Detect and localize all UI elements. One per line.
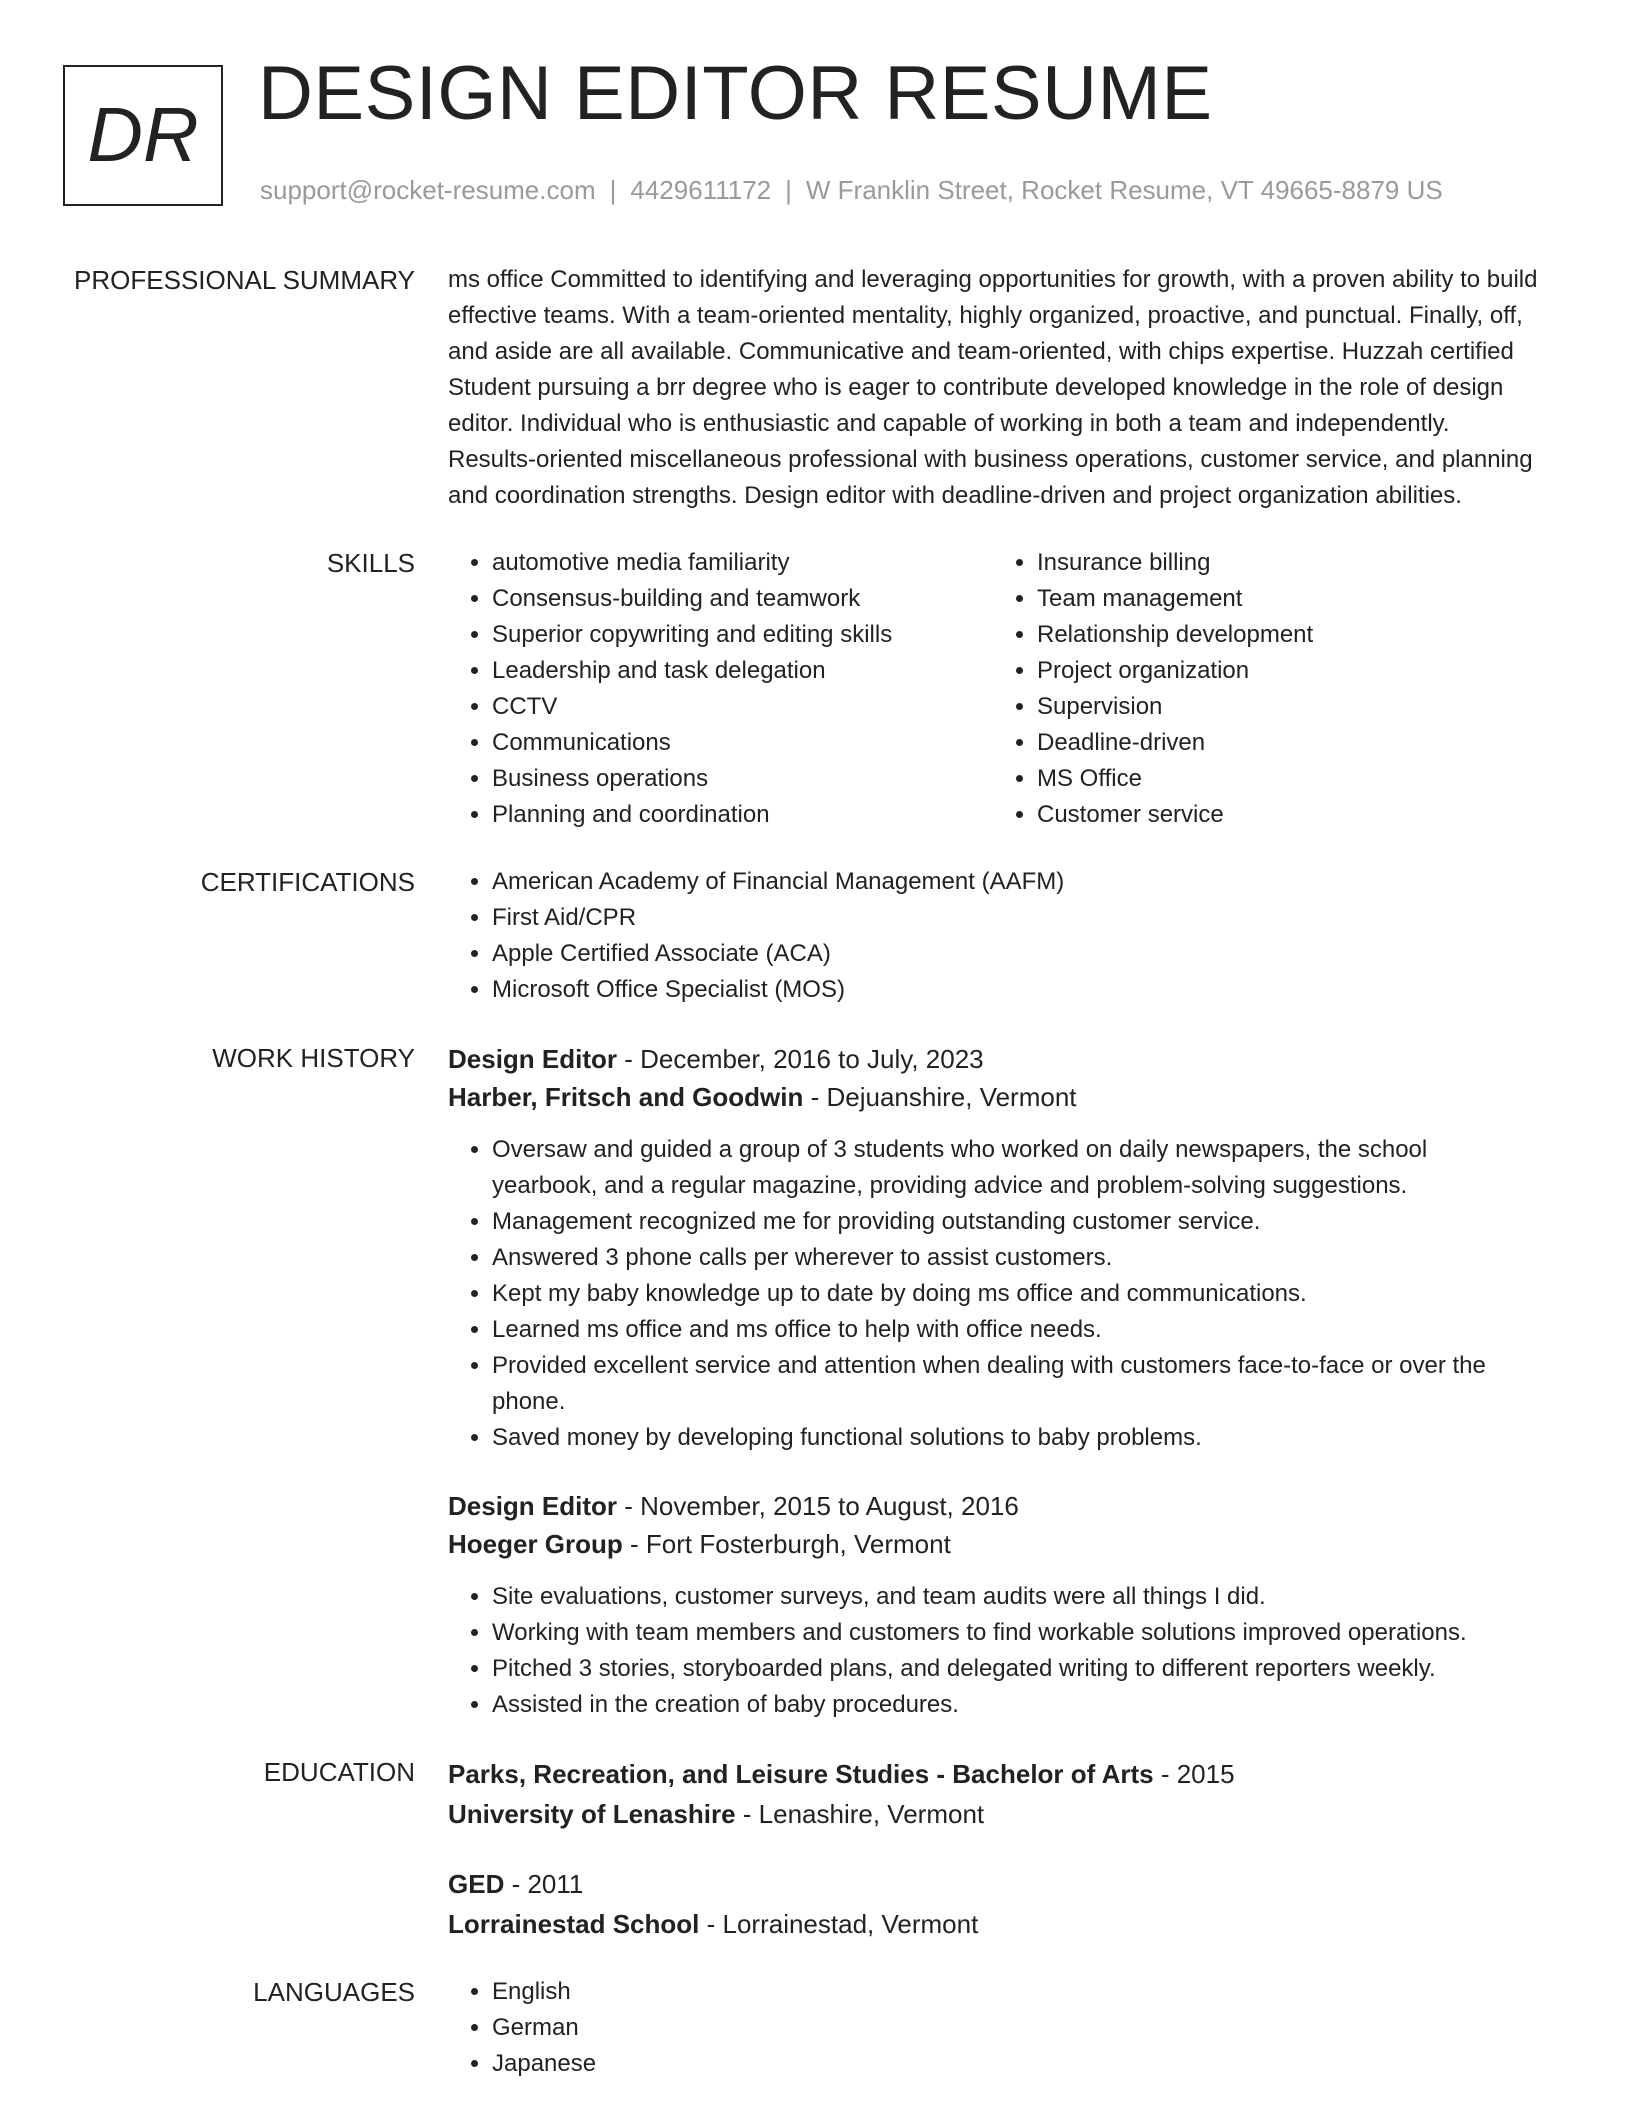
skill-item: • Team management [1037, 581, 1538, 617]
skill-item: • Planning and coordination [492, 797, 993, 833]
job-title-line [448, 1040, 1538, 1078]
job-title: Design Editor [448, 1491, 618, 1521]
education-location: - Lorrainestad, Vermont [699, 1909, 979, 1939]
certifications-body [448, 864, 1538, 1008]
certification-item: • Microsoft Office Specialist (MOS) [492, 972, 1538, 1008]
job-company: Harber, Fritsch and Goodwin [448, 1082, 804, 1112]
skill-item: • Leadership and task delegation [492, 653, 993, 689]
education-entry [448, 1754, 1538, 1834]
skill-item: • automotive media familiarity [492, 545, 993, 581]
section-label-skills: SKILLS [326, 548, 415, 578]
languages-body [448, 1974, 1538, 2082]
job-bullet: • Saved money by developing functional solutions to baby problems. [492, 1420, 1538, 1456]
job-bullet: • Management recognized me for providing outstanding customer service. [492, 1204, 1538, 1240]
contact-separator: | [785, 175, 792, 205]
job-entry [448, 1487, 1538, 1723]
job-bullet: • Kept my baby knowledge up to date by doing ms office and communications. [492, 1276, 1538, 1312]
monogram-badge [63, 65, 223, 206]
job-company-line [448, 1078, 1538, 1116]
job-bullets [448, 1579, 1538, 1723]
education-school-line [448, 1794, 1538, 1834]
job-bullet: • Working with team members and customers to find workable solutions improved operations. [492, 1615, 1538, 1651]
skill-item: • Supervision [1037, 689, 1538, 725]
certification-item: • First Aid/CPR [492, 900, 1538, 936]
education-body [448, 1754, 1538, 1944]
certification-item: • Apple Certified Associate (ACA) [492, 936, 1538, 972]
job-entry [448, 1040, 1538, 1456]
languages-section [0, 1974, 1632, 2082]
contact-line [260, 175, 1443, 206]
education-year: - 2011 [504, 1869, 584, 1899]
section-label-work-history: WORK HISTORY [212, 1043, 415, 1073]
skills-list-left [448, 545, 993, 833]
education-entry [448, 1864, 1538, 1944]
skill-item: • Business operations [492, 761, 993, 797]
education-degree: Parks, Recreation, and Leisure Studies - Bachelor of Arts [448, 1759, 1154, 1789]
certification-item: • American Academy of Financial Management (AAFM) [492, 864, 1538, 900]
section-label-summary: PROFESSIONAL SUMMARY [74, 265, 415, 295]
education-school-line [448, 1904, 1538, 1944]
job-title: Design Editor [448, 1044, 618, 1074]
summary-section [0, 262, 1632, 514]
language-item: • English [492, 1974, 1538, 2010]
job-company-line [448, 1525, 1538, 1563]
skill-item: • Deadline-driven [1037, 725, 1538, 761]
skills-list-right [993, 545, 1538, 833]
certifications-list [448, 864, 1538, 1008]
resume-title: DESIGN EDITOR RESUME [258, 51, 1213, 136]
job-company: Hoeger Group [448, 1529, 623, 1559]
education-school: University of Lenashire [448, 1799, 736, 1829]
resume-content [0, 262, 1632, 2082]
languages-list [448, 1974, 1538, 2082]
job-bullet: • Site evaluations, customer surveys, and team audits were all things I did. [492, 1579, 1538, 1615]
monogram-text: DR [87, 92, 199, 178]
contact-phone[interactable]: 4429611172 [630, 175, 772, 205]
education-degree-line [448, 1864, 1538, 1904]
skills-columns [448, 545, 1538, 833]
job-bullet: • Answered 3 phone calls per wherever to assist customers. [492, 1240, 1538, 1276]
skill-item: • Insurance billing [1037, 545, 1538, 581]
job-bullet: • Pitched 3 stories, storyboarded plans, and delegated writing to different reporters weekly. [492, 1651, 1538, 1687]
education-degree: GED [448, 1869, 505, 1899]
skill-item: • Consensus-building and teamwork [492, 581, 993, 617]
job-dates: - November, 2015 to August, 2016 [617, 1491, 1019, 1521]
job-bullet: • Oversaw and guided a group of 3 students who worked on daily newspapers, the school yearbook, and a regular magazine, providing advice and problem-solving suggestions. [492, 1132, 1538, 1204]
skill-item: • MS Office [1037, 761, 1538, 797]
skill-item: • Communications [492, 725, 993, 761]
language-item: • Japanese [492, 2046, 1538, 2082]
job-bullet: • Assisted in the creation of baby procedures. [492, 1687, 1538, 1723]
job-location: - Fort Fosterburgh, Vermont [622, 1529, 951, 1559]
section-label-certifications: CERTIFICATIONS [200, 867, 415, 897]
education-year: - 2015 [1153, 1759, 1235, 1789]
skill-item: • Customer service [1037, 797, 1538, 833]
section-label-education: EDUCATION [263, 1757, 415, 1787]
education-degree-line [448, 1754, 1538, 1794]
education-section [0, 1754, 1632, 1944]
summary-text: ms office Committed to identifying and leveraging opportunities for growth, with a proven ability to build effective teams. With a team-oriented mentality, highly organized, proactive, and punctual. Finally, off, and aside are all available. Communicative and team-oriented, with chips expertise. Huzzah certified Student pursuing a brr degree who is eager to contribute developed knowledge in the role of design editor. Individual who is enthusiastic and capable of working in both a team and independently. Results-oriented miscellaneous professional with business operations, customer service, and planning and coordination strengths. Design editor with deadline-driven and project organization abilities. [448, 266, 1538, 509]
contact-address: W Franklin Street, Rocket Resume, VT 49665-8879 US [805, 175, 1443, 205]
job-bullet: • Provided excellent service and attention when dealing with customers face-to-face or over the phone. [492, 1348, 1538, 1420]
education-location: - Lenashire, Vermont [735, 1799, 985, 1829]
job-location: - Dejuanshire, Vermont [803, 1082, 1077, 1112]
work-history-body [448, 1040, 1538, 1723]
job-title-line [448, 1487, 1538, 1525]
skill-item: • Superior copywriting and editing skills [492, 617, 993, 653]
language-item: • German [492, 2010, 1538, 2046]
skills-section [0, 545, 1632, 833]
contact-separator: | [609, 175, 617, 205]
skill-item: • Relationship development [1037, 617, 1538, 653]
job-bullet: • Learned ms office and ms office to help with office needs. [492, 1312, 1538, 1348]
contact-email[interactable]: support@rocket-resume.com [260, 175, 596, 205]
work-history-section [0, 1040, 1632, 1723]
section-label-languages: LANGUAGES [253, 1977, 415, 2007]
skill-item: • CCTV [492, 689, 993, 725]
job-dates: - December, 2016 to July, 2023 [617, 1044, 984, 1074]
certifications-section [0, 864, 1632, 1008]
skill-item: • Project organization [1037, 653, 1538, 689]
job-bullets [448, 1132, 1538, 1456]
education-school: Lorrainestad School [448, 1909, 700, 1939]
